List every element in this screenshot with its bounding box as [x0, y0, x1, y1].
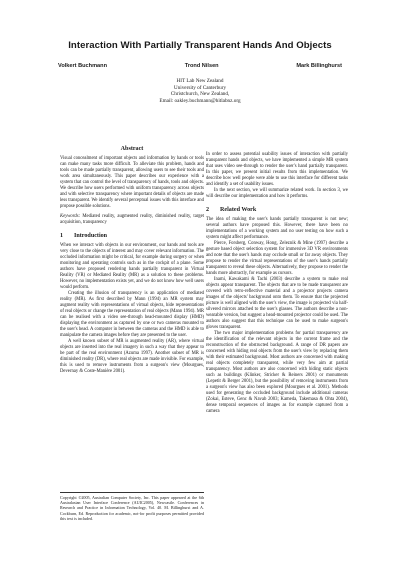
- section-title: Introduction: [74, 233, 108, 239]
- abstract-text: Visual concealment of important objects and information by hands or tools can make many tasks more difficult. To alleviate this problem, hands and tools can be made partially transparent, allowing users to see their tools and work area simultaneously. This paper describes our experience with a system that can control the level of transparency of hands, tools and objects. We describe how users performed with uniform transparency across objects and with selective transparency where important details of objects are made less transparent. We identify several perceptual issues with this interface and propose possible solutions.: [60, 156, 204, 209]
- paragraph: A well known subset of MR is augmented reality (AR), where virtual objects are inserted into the real imagery in such a way that they appear to be part of the real environment (Azuma 1997). Another subset of MR is diminished reality (DR), where real objects are made invisible. For example, this is used to remove instruments from a surgeon's view (Mourgues, Devernay & Coste-Manière 2001).: [60, 339, 204, 374]
- author-name: Volkert Buchmann: [58, 63, 108, 69]
- section-heading-related-work: [206, 206, 348, 214]
- keywords-label: Keywords:: [60, 214, 81, 219]
- left-column: [60, 145, 204, 375]
- keywords-line: [60, 214, 204, 226]
- paragraph: Creating the illusion of transparency is an application of mediated reality (MR). As first described by Mann (1994) an MR system may augment reality with representations of virtual objects, hide representations of real objects or change the representation of real objects (Mann 1994). MR can be realised with a video see-through head-mounted display (HMD) displaying the environment as captured by one or two cameras mounted to the user's head. A computer in between the cameras and the HMD is able to manipulate the camera images before they are presented to the user.: [60, 291, 204, 338]
- keywords-text: Mediated reality, augmented reality, diminished reality, target acquisition, transparency: [60, 214, 204, 225]
- paper-title: Interaction With Partially Transparent Hands And Objects: [68, 40, 332, 51]
- section-heading-introduction: [60, 232, 204, 240]
- abstract-heading: Abstract: [120, 146, 144, 152]
- section-number: 1: [60, 233, 64, 239]
- author-name: Trond Nilsen: [184, 63, 219, 69]
- affiliation-line: HIT Lab New Zealand: [176, 78, 224, 84]
- paragraph: In the next section, we will summarize related work. In section 3, we will describe our implementation and how it performs.: [206, 188, 348, 199]
- paragraph: In order to assess potential usability issues of interaction with partially transparent hands and objects, we have implemented a simple MR system that uses video see-through to render the user's hand partially transparent. In this paper, we present initial results from this implementation. We describe how well people were able to use this interface for different tasks and identify a set of usability issues.: [206, 152, 348, 187]
- affiliation-block: [0, 78, 400, 104]
- affiliation-email: Email: oakley.buchmann@hitlabnz.org: [159, 97, 241, 104]
- author-list: [58, 63, 342, 69]
- affiliation-line: University of Canterbury: [173, 84, 227, 91]
- section-number: 2: [206, 207, 210, 213]
- section-title: Related Work: [220, 207, 257, 213]
- right-column: [206, 152, 348, 415]
- copyright-text: Copyright ©2005, Australian Computer Society, Inc. This paper appeared at the 6th Australasian User Interface Conference (AUIC2005), Newcastle. Conferences in Research and Practice in Information Technology, Vol. 40. M. Billinghurst and A. Cockburn, Ed. Reproduction for academic, not-for profit purposes permitted provided this text is included.: [60, 495, 204, 521]
- author-name: Mark Billinghurst: [296, 63, 342, 69]
- copyright-footnote: [60, 492, 204, 521]
- affiliation-line: Christchurch, New Zealand,: [170, 91, 230, 98]
- paragraph: Inami, Kawakami & Tachi (2003) describe a system to make real objects appear transparent. The objects that are to be made transparent are covered with retro-reflective material and a projector projects camera images of the objects' background onto them. To ensure that the projected picture is well aligned with the user's view, the image is projected via half-silvered mirrors attached to the user's glasses. The authors describe a non-wearable version, but suggest a head-mounted projector could be used. The authors also suggest that this technique can be used to make surgeon's gloves transparent.: [206, 277, 348, 330]
- paragraph: When we interact with objects in our environment, our hands and tools are very close to the objects of interest and may cover relevant information. The occluded information might be critical, for example during surgery or when monitoring and operating controls such as in the cockpit of a plane. Some authors have proposed rendering hands partially transparent in Virtual Reality (VR) or Mediated Reality (MR) as a solution to these problems. However, no implementation exists yet, and we do not know how well users would perform.: [60, 243, 204, 290]
- paragraph: The idea of making the user's hands partially transparent is not new; several authors have proposed this. However, there have been no implementations of a working system and no user testing on how such a system might affect performance.: [206, 217, 348, 240]
- paragraph: Pierce, Forsberg, Conway, Hong, Zeleznik & Mine (1997) describe a gesture based object selection system for immersive 3D VR environments and note that the user's hands may occlude small or far away objects. They propose to render the virtual representations of the user's hands partially transparent to reveal these objects. Alternatively, they propose to render the hands more abstractly, for example as cursors.: [206, 241, 348, 276]
- paragraph: The two major implementation problems for partial transparency are the identification of the relevant objects in the current frame and the reconstruction of the obstructed background. A range of DR papers are concerned with hiding real objects from the user's view by replacing them with their estimated background. Most authors are concerned with making real objects completely transparent, while very few aim at partial transparency. Most authors are also concerned with hiding static objects such as buildings (Klinker, Stricker & Reiners 2001) or monuments (Lepetit & Berger 2001), but the possibility of removing instruments from a surgeon's view has also been explored (Mourgues et al. 2001). Methods used for generating the occluded background include additional cameras (Zokai, Esteve, Genc & Navab 2003; Kameda, Takemasa & Ohta 2004), dense temporal sequences of images as for example captured from a camera: [206, 331, 348, 414]
